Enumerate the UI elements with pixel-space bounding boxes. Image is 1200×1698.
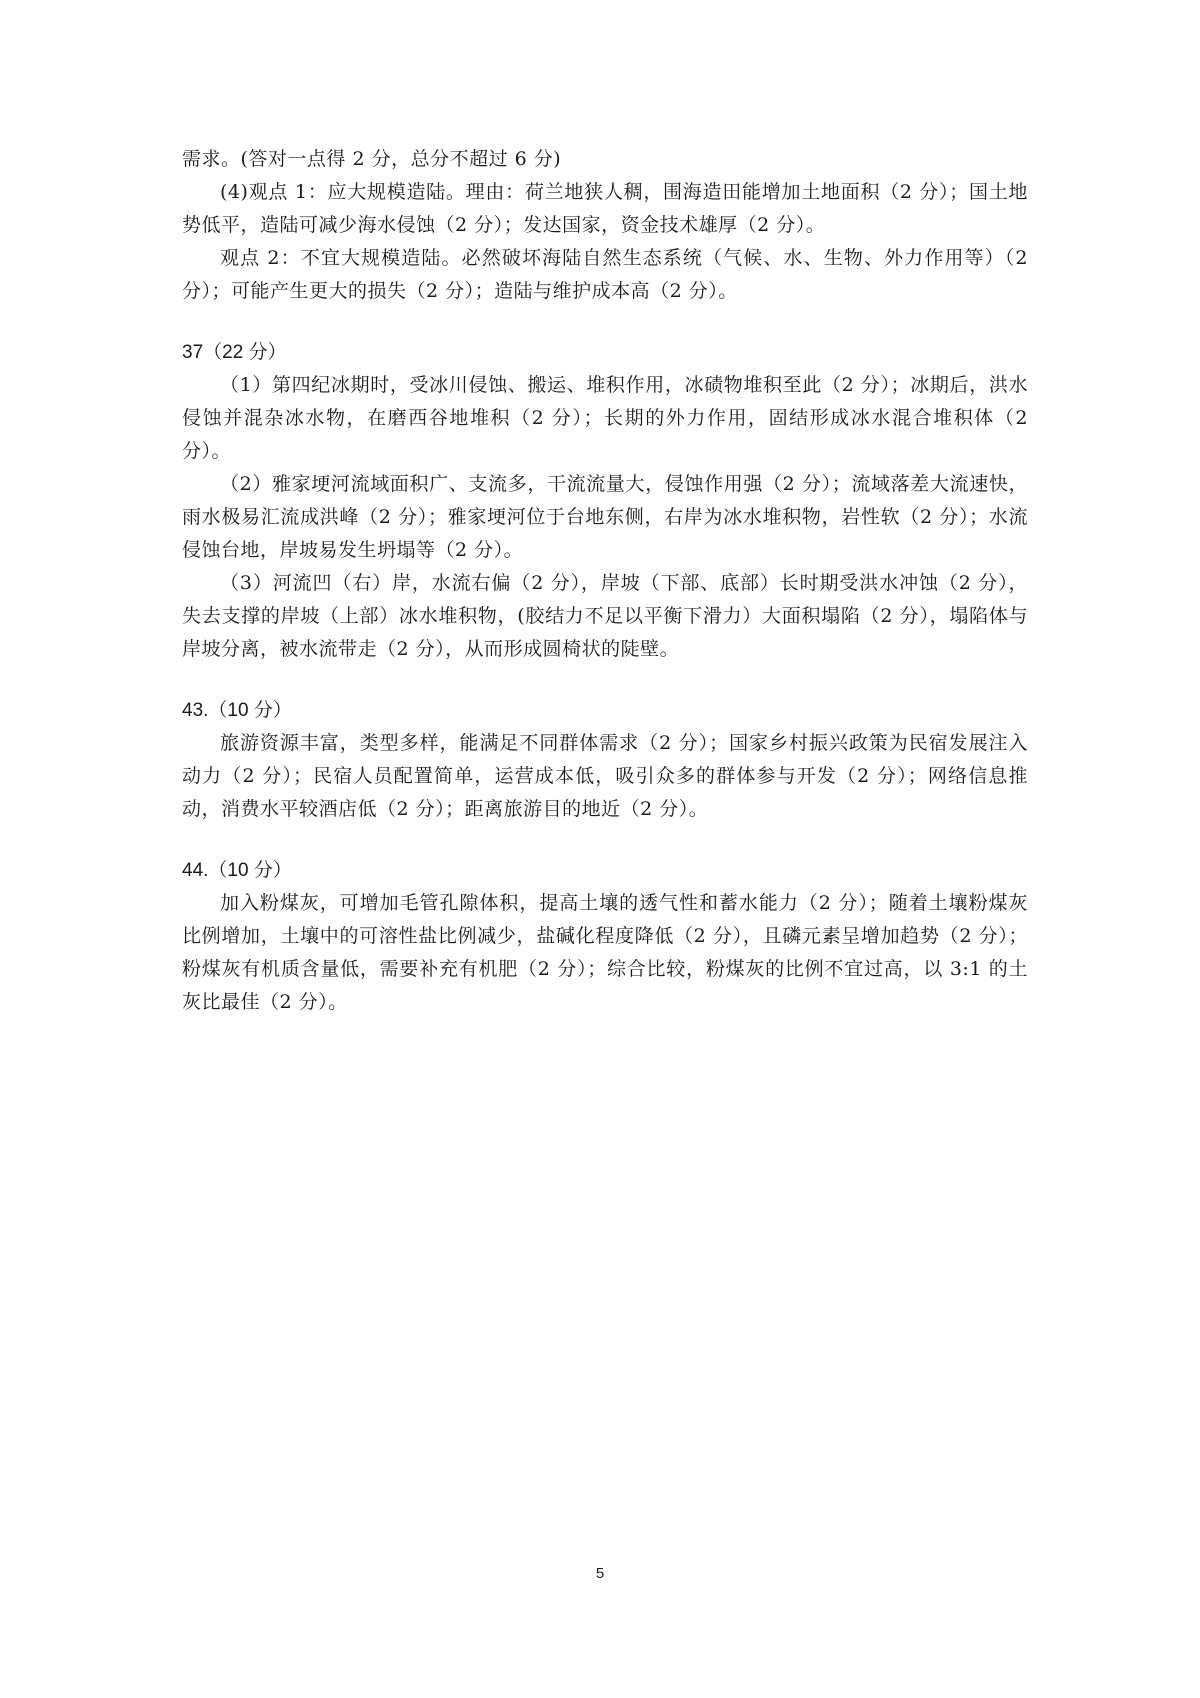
paragraph: 加入粉煤灰，可增加毛管孔隙体积，提高土壤的透气性和蓄水能力（2 分）；随着土壤粉煤灰比例增加，土壤中的可溶性盐比例减少，盐碱化程度降低（2 分），且磷元素呈增加趋势（2 分）；粉煤灰有机质含量低，需要补充有机肥（2 分）；综合比较，粉煤灰的比例不宜过高，以 3:1 的土灰比最佳（2 分）。 [182,892,1028,1013]
section-question-44 [182,854,1028,1019]
paragraph: 需求。(答对一点得 2 分，总分不超过 6 分) [182,148,562,170]
section-gap [182,826,1028,854]
section-gap [182,666,1028,694]
paragraph: （3）河流凹（右）岸，水流右偏（2 分），岸坡（下部、底部）长时期受洪水冲蚀（2 分），失去支撑的岸坡（上部）冰水堆积物，(胶结力不足以平衡下滑力）大面积塌陷（2 分），塌陷体与岸坡分离，被水流带走（2 分），从而形成圆椅状的陡壁。 [182,572,1028,660]
section-continuation [182,143,1028,308]
page-number: 5 [595,1565,605,1582]
paragraph: 旅游资源丰富，类型多样，能满足不同群体需求（2 分）；国家乡村振兴政策为民宿发展注入动力（2 分）；民宿人员配置简单，运营成本低，吸引众多的群体参与开发（2 分）；网络信息推动，消费水平较酒店低（2 分）；距离旅游目的地近（2 分）。 [182,732,1028,820]
question-heading: 37（22 分） [182,342,287,363]
question-heading: 43.（10 分） [182,700,292,721]
question-heading: 44.（10 分） [182,860,292,881]
answer-content [182,143,1028,1019]
paragraph: (4)观点 1：应大规模造陆。理由：荷兰地狭人稠，围海造田能增加土地面积（2 分）；国土地势低平，造陆可减少海水侵蚀（2 分）；发达国家，资金技术雄厚（2 分）。 [182,181,1028,236]
paragraph: （2）雅家埂河流域面积广、支流多，干流流量大，侵蚀作用强（2 分）；流域落差大流速快，雨水极易汇流成洪峰（2 分）；雅家埂河位于台地东侧，右岸为冰水堆积物，岩性软（2 分）；水流侵蚀台地，岸坡易发生坍塌等（2 分）。 [182,473,1028,561]
section-gap [182,308,1028,336]
paragraph: 观点 2：不宜大规模造陆。必然破坏海陆自然生态系统（气候、水、生物、外力作用等）（2 分）；可能产生更大的损失（2 分）；造陆与维护成本高（2 分）。 [182,247,1028,302]
section-question-37 [182,336,1028,666]
paragraph: （1）第四纪冰期时，受冰川侵蚀、搬运、堆积作用，冰碛物堆积至此（2 分）；冰期后，洪水侵蚀并混杂冰水物，在磨西谷地堆积（2 分）；长期的外力作用，固结形成冰水混合堆积体（2 分）。 [182,374,1028,462]
section-question-43 [182,694,1028,826]
